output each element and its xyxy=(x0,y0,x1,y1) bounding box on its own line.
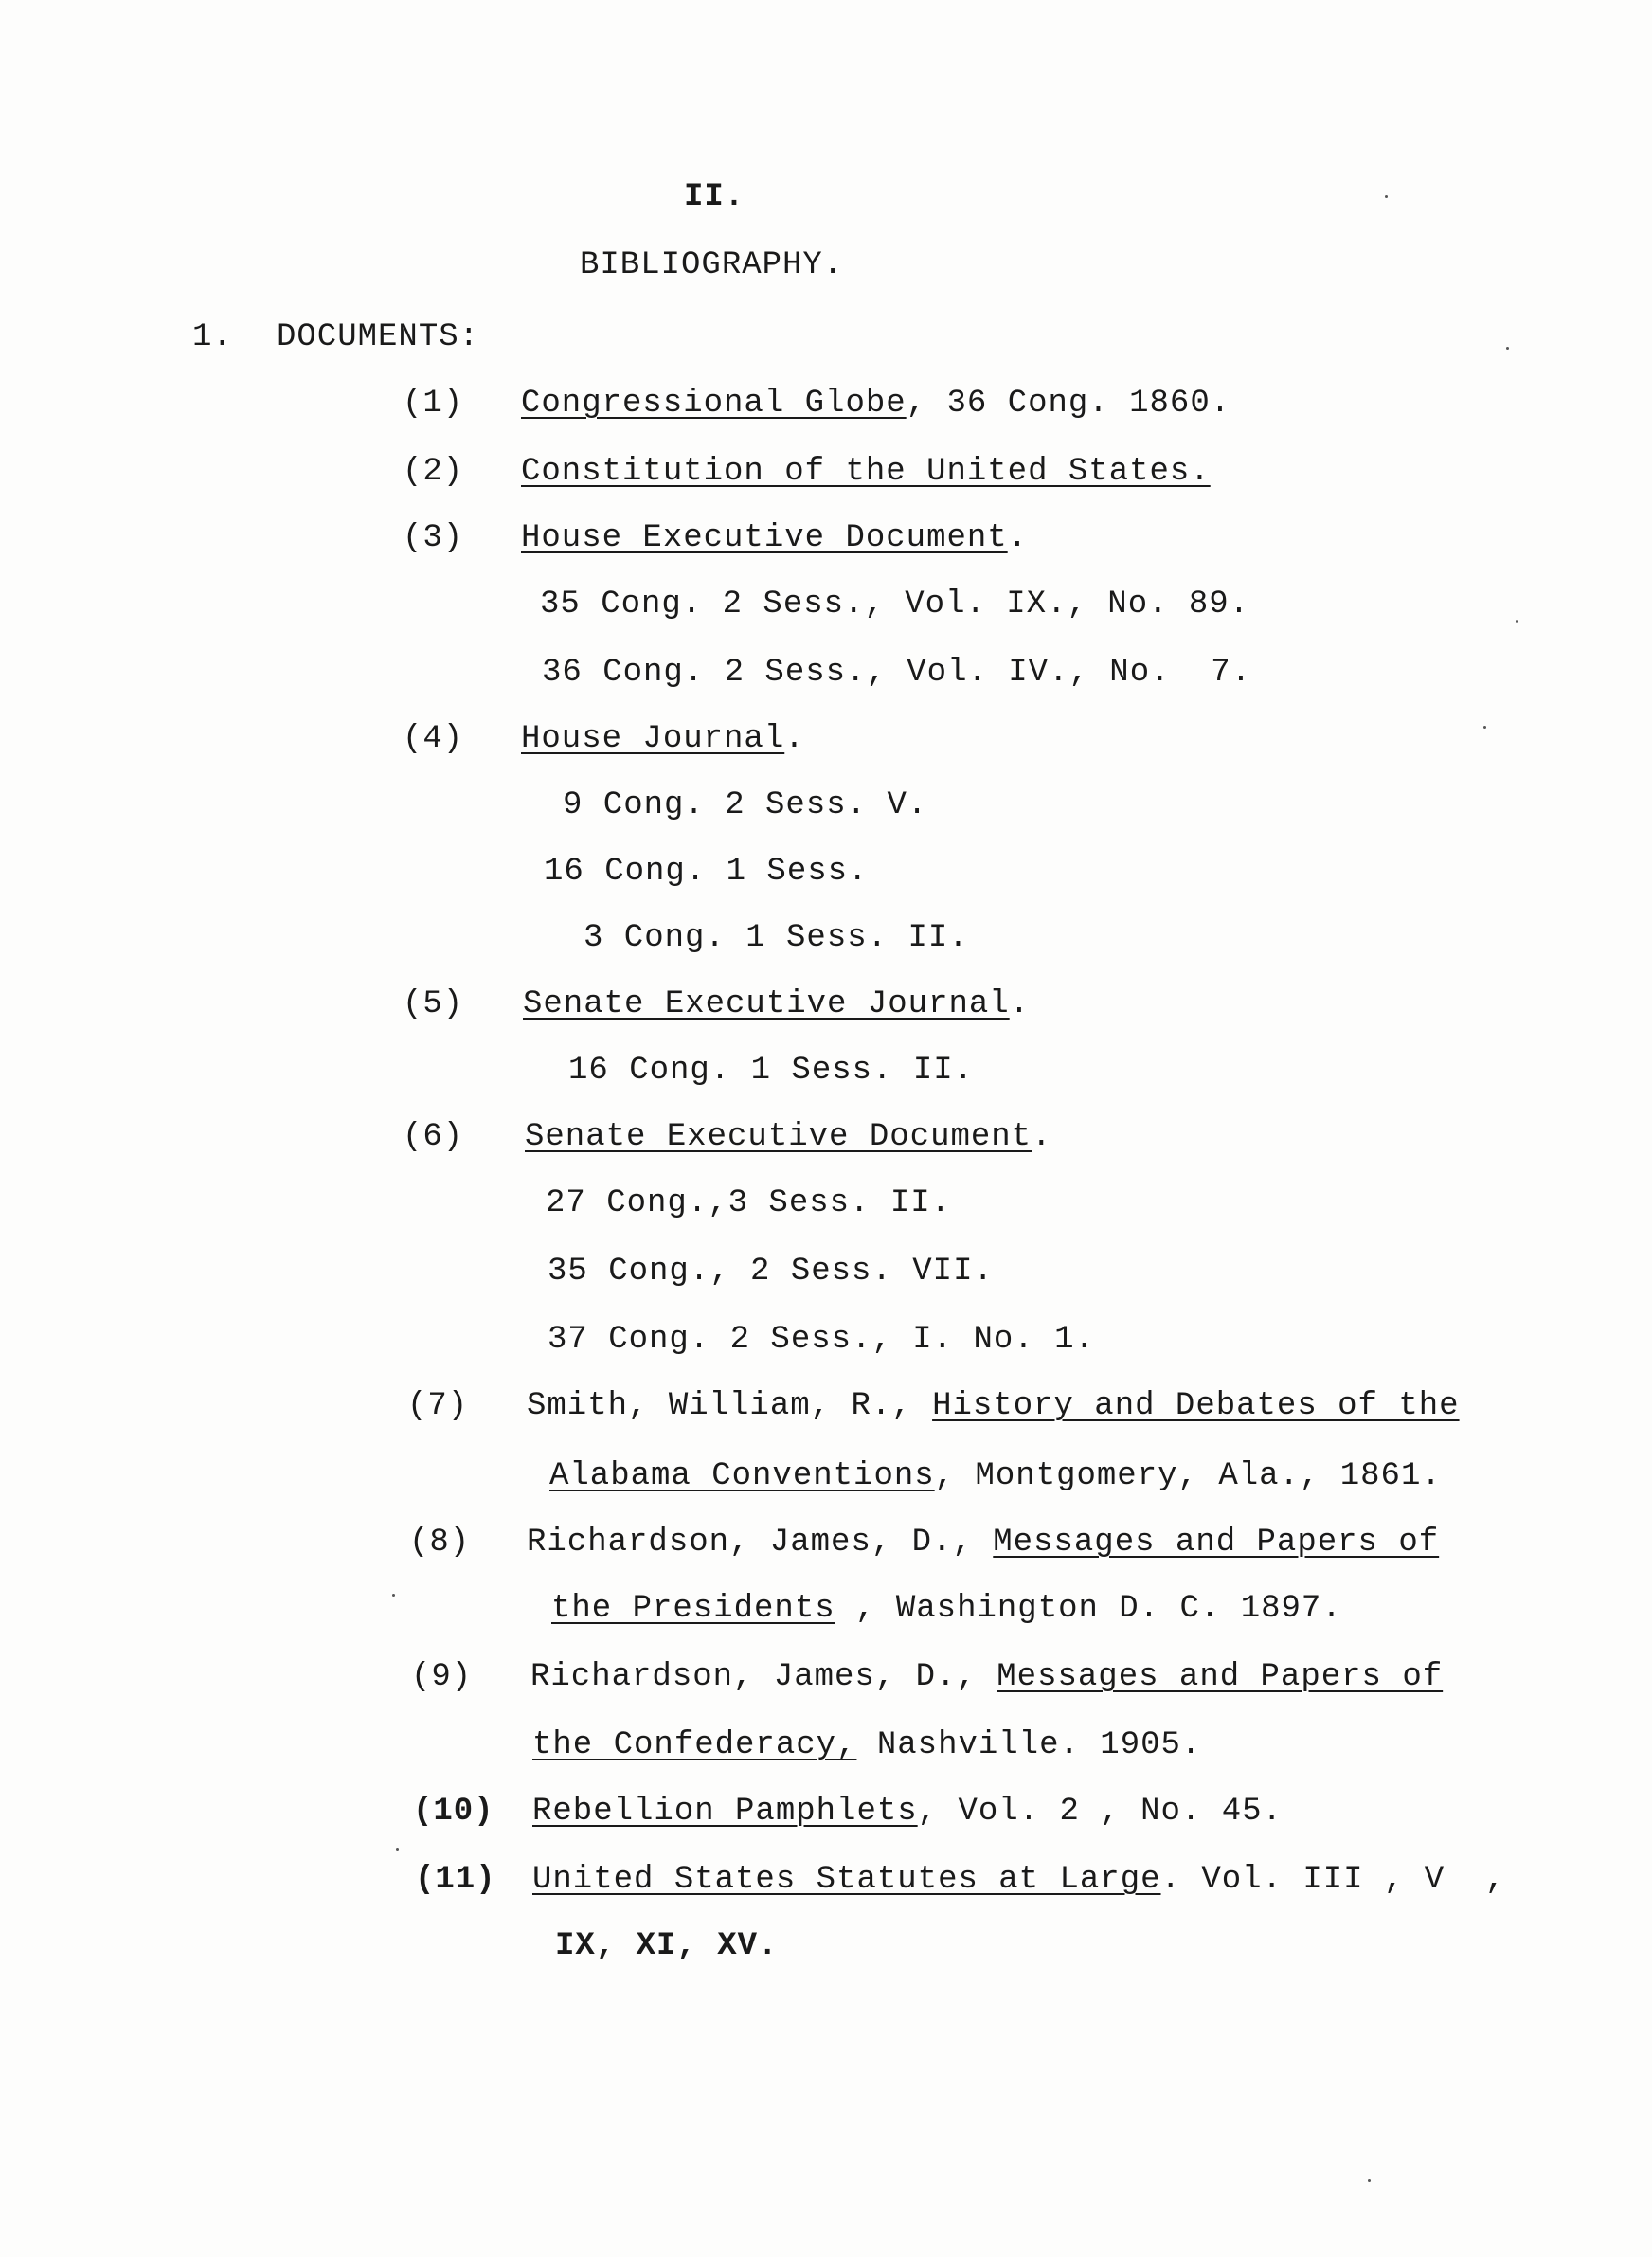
entry-continuation xyxy=(549,1455,1442,1497)
entry-subline: 36 Cong. 2 Sess., Vol. IV., No. 7. xyxy=(542,655,1252,691)
entry-title: Senate Executive Journal xyxy=(523,986,1010,1022)
entry-detail: Nashville. 1905. xyxy=(856,1727,1202,1763)
entry-number: (10) xyxy=(413,1794,494,1830)
scan-speck xyxy=(396,1848,399,1851)
entry-detail: , Vol. 2 , No. 45. xyxy=(917,1794,1283,1830)
entry-subline: 35 Cong., 2 Sess. VII. xyxy=(548,1254,994,1290)
entry-subline: 3 Cong. 1 Sess. II. xyxy=(584,920,969,956)
entry-title: the Presidents xyxy=(551,1591,835,1627)
entry-detail: . xyxy=(1009,986,1031,1022)
entry-number: (3) xyxy=(403,520,464,556)
entry-title: Congressional Globe xyxy=(521,386,907,422)
entry-number: (5) xyxy=(403,986,464,1022)
bibliography-entry xyxy=(521,451,1211,493)
entry-title: Constitution of the United States. xyxy=(521,454,1211,490)
entry-subline: 37 Cong. 2 Sess., I. No. 1. xyxy=(548,1322,1095,1358)
scan-speck xyxy=(1506,347,1509,350)
entry-title: Senate Executive Document xyxy=(525,1119,1032,1155)
bibliography-entry xyxy=(523,984,1030,1025)
entry-author: Smith, William, R., xyxy=(527,1388,933,1424)
entry-detail: . xyxy=(784,721,805,757)
entry-detail: , Montgomery, Ala., 1861. xyxy=(934,1458,1442,1494)
bibliography-entry xyxy=(525,1116,1052,1158)
bibliography-entry xyxy=(527,1522,1439,1563)
entry-number: (9) xyxy=(411,1659,473,1695)
entry-title: Messages and Papers of xyxy=(993,1525,1440,1561)
entry-title: History and Debates of the xyxy=(932,1388,1460,1424)
scan-speck xyxy=(1368,2179,1371,2182)
scan-speck xyxy=(1516,620,1518,623)
scan-speck xyxy=(1385,195,1388,198)
bibliography-entry xyxy=(521,517,1028,559)
bibliography-entry xyxy=(532,1791,1283,1833)
bibliography-entry xyxy=(527,1385,1460,1427)
entry-subline: 16 Cong. 1 Sess. xyxy=(544,854,869,890)
bibliography-entry xyxy=(521,383,1230,424)
entry-title: Messages and Papers of xyxy=(997,1659,1444,1695)
entry-title: United States Statutes at Large xyxy=(532,1862,1161,1898)
entry-number: (7) xyxy=(407,1388,469,1424)
entry-subline: 27 Cong.,3 Sess. II. xyxy=(546,1185,952,1221)
entry-continuation xyxy=(551,1588,1342,1630)
bibliography-entry xyxy=(532,1859,1505,1901)
section-number: 1. xyxy=(192,319,233,355)
entry-detail: . xyxy=(1007,520,1029,556)
scan-speck xyxy=(392,1594,395,1597)
entry-number: (6) xyxy=(403,1119,464,1155)
entry-continuation xyxy=(532,1724,1201,1766)
entry-subline: 35 Cong. 2 Sess., Vol. IX., No. 89. xyxy=(540,587,1250,623)
entry-author: Richardson, James, D., xyxy=(527,1525,994,1561)
scan-speck xyxy=(1483,726,1486,729)
entry-number: (1) xyxy=(403,386,464,422)
bibliography-entry xyxy=(530,1656,1443,1698)
entry-detail: , Washington D. C. 1897. xyxy=(835,1591,1342,1627)
entry-detail: . Vol. III , V , xyxy=(1160,1862,1506,1898)
entry-title: Alabama Conventions xyxy=(549,1458,935,1494)
entry-subline: 9 Cong. 2 Sess. V. xyxy=(563,787,928,823)
entry-number: (11) xyxy=(415,1862,496,1898)
entry-title: Rebellion Pamphlets xyxy=(532,1794,918,1830)
entry-subline: 16 Cong. 1 Sess. II. xyxy=(568,1053,975,1089)
entry-title: the Confederacy, xyxy=(532,1727,857,1763)
entry-title: House Journal xyxy=(521,721,785,757)
page-title: BIBLIOGRAPHY. xyxy=(580,247,844,283)
entry-number: (8) xyxy=(409,1525,471,1561)
entry-title: House Executive Document xyxy=(521,520,1008,556)
entry-number: (4) xyxy=(403,721,464,757)
bibliography-entry xyxy=(521,718,805,760)
entry-number: (2) xyxy=(403,454,464,490)
entry-detail: . xyxy=(1032,1119,1052,1155)
chapter-numeral: II. xyxy=(684,179,745,215)
section-label: DOCUMENTS: xyxy=(277,319,480,355)
entry-author: Richardson, James, D., xyxy=(530,1659,997,1695)
entry-continuation: IX, XI, XV. xyxy=(555,1928,779,1964)
entry-detail: , 36 Cong. 1860. xyxy=(906,386,1231,422)
